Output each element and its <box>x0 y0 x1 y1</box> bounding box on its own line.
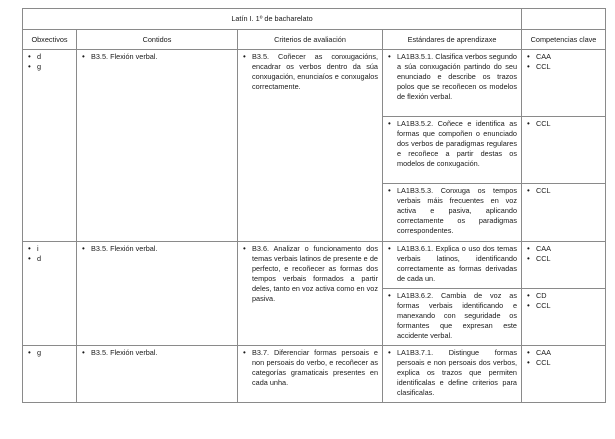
header-contents: Contidos <box>77 30 238 50</box>
standard-item: • LA1B3.6.2. Cambia de voz as formas verbais identificando e manexando con seguridade os formantes que expresan este accidente verbal. <box>387 291 517 341</box>
standard-cell <box>383 289 522 346</box>
table-row <box>23 50 606 117</box>
objective-item: • i <box>27 244 72 254</box>
table-row <box>23 242 606 289</box>
criterion-cell <box>238 346 383 403</box>
standard-item: • LA1B3.5.2. Coñece e identifica as formas que compoñen o enunciado dos verbos de paradigmas regulares e recoñece a partir destas os modelos de conxugación. <box>387 119 517 169</box>
competence-item: • CCL <box>526 301 601 311</box>
content-item: • B3.5. Flexión verbal. <box>81 348 233 358</box>
objective-item: • d <box>27 254 72 264</box>
competence-item: • CAA <box>526 348 601 358</box>
content-cell <box>77 242 238 346</box>
content-cell <box>77 346 238 403</box>
competence-item: • CCL <box>526 358 601 368</box>
header-objectives: Obxectivos <box>23 30 77 50</box>
competence-item: • CCL <box>526 119 601 129</box>
standard-item: • LA1B3.5.1. Clasifica verbos segundo a súa conxugación partindo do seu enunciado e describe os trazos polos que se recoñecen os modelos de flexión verbal. <box>387 52 517 102</box>
competence-item: • CAA <box>526 52 601 62</box>
competences-cell <box>522 346 606 403</box>
curriculum-table <box>22 8 606 403</box>
criterion-cell <box>238 242 383 346</box>
competence-item: • CCL <box>526 254 601 264</box>
objectives-cell <box>23 346 77 403</box>
standard-cell <box>383 117 522 184</box>
table-title: Latín I. 1º de bacharelato <box>23 9 522 30</box>
competences-cell <box>522 50 606 117</box>
objectives-cell <box>23 242 77 346</box>
criterion-item: • B3.7. Diferenciar formas persoais e non persoais do verbo, e recoñecer as categorías gramaticais presentes en cada unha. <box>242 348 378 388</box>
standard-item: • LA1B3.6.1. Explica o uso dos temas verbais latinos, identificando correctamente as formas derivadas de cada un. <box>387 244 517 284</box>
competences-cell <box>522 289 606 346</box>
title-blank-cell <box>522 9 606 30</box>
criterion-item: • B3.6. Analizar o funcionamento dos temas verbais latinos de presente e de perfecto, e recoñecer as formas dos tempos verbais formados a partir deles, tanto en voz activa como en voz pasiva. <box>242 244 378 304</box>
competence-item: • CCL <box>526 186 601 196</box>
competences-cell <box>522 184 606 242</box>
competences-cell <box>522 117 606 184</box>
standard-cell <box>383 50 522 117</box>
content-item: • B3.5. Flexión verbal. <box>81 52 233 62</box>
standard-item: • LA1B3.7.1. Distingue formas persoais e non persoais dos verbos, explica os trazos que permiten identificalas e define criterios para clasificalas. <box>387 348 517 398</box>
content-item: • B3.5. Flexión verbal. <box>81 244 233 254</box>
competence-item: • CAA <box>526 244 601 254</box>
criterion-cell <box>238 50 383 242</box>
competences-cell <box>522 242 606 289</box>
objectives-cell <box>23 50 77 242</box>
header-competences: Competencias clave <box>522 30 606 50</box>
standard-cell <box>383 242 522 289</box>
standard-cell <box>383 184 522 242</box>
standard-item: • LA1B3.5.3. Conxuga os tempos verbais máis frecuentes en voz activa e pasiva, aplicando correctamente os paradigmas correspondentes. <box>387 186 517 236</box>
objective-item: • d <box>27 52 72 62</box>
header-standards: Estándares de aprendizaxe <box>383 30 522 50</box>
competence-item: • CCL <box>526 62 601 72</box>
objective-item: • g <box>27 348 72 358</box>
content-cell <box>77 50 238 242</box>
objective-item: • g <box>27 62 72 72</box>
criterion-item: • B3.5. Coñecer as conxugacións, encadrar os verbos dentro da súa conxugación, enunciaíos e conxugalos correctamente. <box>242 52 378 92</box>
header-criteria: Criterios de avaliación <box>238 30 383 50</box>
standard-cell <box>383 346 522 403</box>
table-row <box>23 346 606 403</box>
competence-item: • CD <box>526 291 601 301</box>
